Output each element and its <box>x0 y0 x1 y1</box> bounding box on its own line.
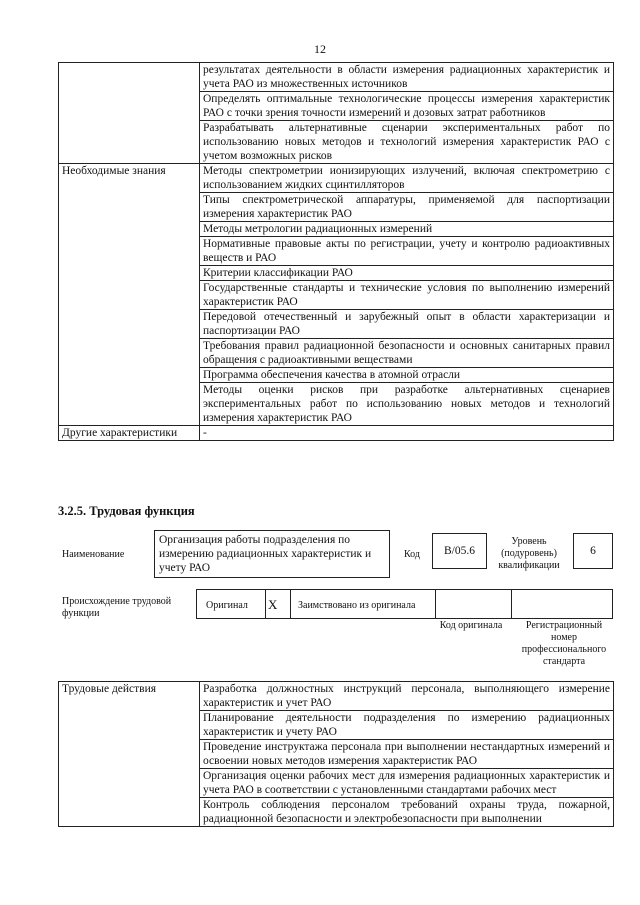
row-label-actions: Трудовые действия <box>59 682 200 827</box>
requirements-table <box>58 62 614 441</box>
list-item: Методы спектрометрии ионизирующих излучений, включая спектрометрию с использованием жидких сцинтилляторов <box>200 164 614 193</box>
list-item: Нормативные правовые акты по регистрации, учету и контролю радиоактивных веществ и РАО <box>200 237 614 266</box>
list-item: Государственные стандарты и технические условия по выполнению измерений характеристик РАО <box>200 281 614 310</box>
list-item: Требования правил радиационной безопасности и основных санитарных правил обращения с радиоактивными веществами <box>200 339 614 368</box>
code-label: Код <box>404 549 420 560</box>
name-label: Наименование <box>62 549 125 560</box>
original-mark: X <box>268 597 278 612</box>
page-number: 12 <box>314 42 326 56</box>
divider <box>290 590 291 618</box>
list-item: - <box>200 426 614 441</box>
list-item: Определять оптимальные технологические процессы измерения характеристик РАО с точки зрения точности измерений и дозовых затрат работников <box>200 92 614 121</box>
code-original-label: Код оригинала <box>439 620 503 631</box>
level-label: Уровень (подуровень) квалификации <box>498 536 560 571</box>
list-item: Передовой отечественный и зарубежный опыт в области характеризации и паспортизации РАО <box>200 310 614 339</box>
code-value: B/05.6 <box>432 533 487 569</box>
list-item: Методы оценки рисков при разработке альтернативных сценариев экспериментальных работ по использованию новых методов и технологий измерения характеристик РАО <box>200 383 614 426</box>
table-row <box>59 63 614 92</box>
row-label <box>59 63 200 164</box>
list-item: Контроль соблюдения персоналом требований охраны труда, пожарной, радиационной безопасности и электробезопасности при выполнении <box>200 798 614 827</box>
row-label-other: Другие характеристики <box>59 426 200 441</box>
list-item: Разработка должностных инструкций персонала, выполняющего измерение характеристик и учет РАО <box>200 682 614 711</box>
table-row <box>59 426 614 441</box>
table-row <box>59 682 614 711</box>
list-item: Проведение инструктажа персонала при выполнении нестандартных измерений и освоении новых методов измерения характеристик РАО <box>200 740 614 769</box>
labor-actions-table <box>58 681 614 827</box>
level-value: 6 <box>573 533 613 569</box>
list-item: Методы метрологии радиационных измерений <box>200 222 614 237</box>
borrowed-label: Заимствовано из оригинала <box>298 600 416 611</box>
table-row <box>59 164 614 193</box>
list-item: Разрабатывать альтернативные сценарии экспериментальных работ по использованию новых методов и технологий измерения характеристик РАО с учетом возможных рисков <box>200 121 614 164</box>
row-label-knowledge: Необходимые знания <box>59 164 200 426</box>
section-title: 3.2.5. Трудовая функция <box>58 504 195 518</box>
function-name: Организация работы подразделения по измерению радиационных характеристик и учету РАО <box>154 530 390 578</box>
original-label: Оригинал <box>206 600 248 611</box>
reg-number-label: Регистрационный номер профессионального стандарта <box>521 620 607 667</box>
origin-label: Происхождение трудовой функции <box>62 596 172 619</box>
list-item: Критерии классификации РАО <box>200 266 614 281</box>
divider <box>435 590 436 618</box>
list-item: Типы спектрометрической аппаратуры, применяемой для паспортизации измерения характеристик РАО <box>200 193 614 222</box>
list-item: результатах деятельности в области измерения радиационных характеристик и учета РАО из множественных источников <box>200 63 614 92</box>
divider <box>265 590 266 618</box>
list-item: Организация оценки рабочих мест для измерения радиационных характеристик и учета РАО в соответствии с установленными стандартами рабочих мест <box>200 769 614 798</box>
list-item: Программа обеспечения качества в атомной отрасли <box>200 368 614 383</box>
list-item: Планирование деятельности подразделения по измерению радиационных характеристик и учету РАО <box>200 711 614 740</box>
divider <box>511 590 512 618</box>
